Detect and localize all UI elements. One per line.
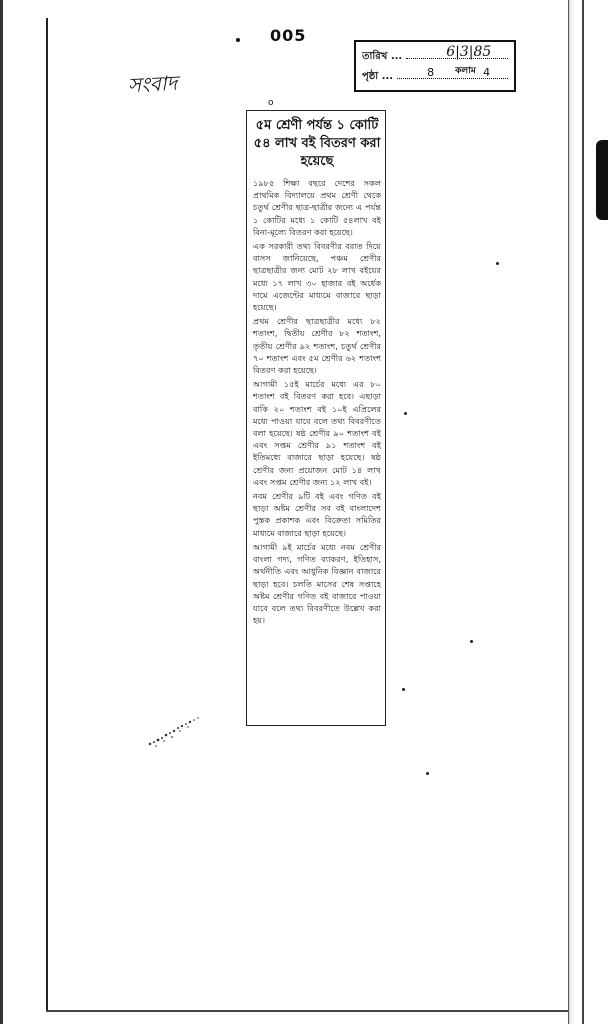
speck [404,412,407,415]
clipping-paragraph: নবম শ্রেণীর ৯টি বই এবং গণিত বই ছাড়া অষ্টম শ্রেণীর সব বই বাংলাদেশ পুস্তক প্রকাশক এবং বিক্রেতা সমিতির মাধ্যমে বাজারে ছাড়া হয়েছে। [253,491,381,538]
clipping-paragraph: এক সরকারী তথ্য বিবরণীর বরাত দিয়ে বাসস জানিয়েছে, পঞ্চম শ্রেণীর ছাত্রছাত্রীর জন্য মোট ২৮ লাখ বইয়ের মধ্যে ১৭ লাখ ৩০ হাজার বই অর্ধেক দামে এজেন্টের মাধ্যমে বাজারে ছাড়া হয়েছে। [253,241,381,313]
stamp-column-value: 4 [483,66,491,79]
date-stamp [354,40,516,92]
clipping-paragraph: প্রথম শ্রেণীর ছাত্রছাত্রীর মধ্যে ৮২ শতাংশ, দ্বিতীয় শ্রেণীর ৮২ শতাংশ, তৃতীয় শ্রেণীর ৯২ শতাংশ, চতুর্থ শ্রেণীর ৭০ শতাংশ এবং ৫ম শ্রেণীর ৬২ শতাংশ বিতরণ করা হয়েছে। [253,316,381,376]
page-right-edge [560,0,608,1024]
stamp-page-value: 8 [427,66,435,79]
binding-tab [596,140,608,220]
newspaper-clipping [246,110,386,726]
ink-dot [236,38,240,42]
stamp-page-row [362,66,508,86]
page-left-edge [0,0,3,1024]
speck [470,640,473,643]
clipping-headline: ৫ম শ্রেণী পর্যন্ত ১ কোটি ৫৪ লাখ বই বিতরণ করা হয়েছে [253,118,381,169]
stamp-page-label: পৃষ্ঠা ... [362,71,394,82]
margin-rule [46,18,48,1012]
clipping-paragraph: ১৯৮৫ শিক্ষা বছরে দেশের সকল প্রাথমিক বিদ্যালয়ে প্রথম শ্রেণী থেকে চতুর্থ শ্রেণীর ছাত্র-ছাত্রীর জন্যে এ পর্যন্ত ১ কোটির মধ্যে ১ কোটি ৫৪লাখ বই বিনা-মূল্যে বিতরণ করা হয়েছে। [253,178,381,237]
clipping-paragraph: আগামী ১৫ই মার্চের মধ্যে এর ৮০ শতাংশ বই বিতরণ করা হবে। এছাড়া বাকি ২০ শতাংশ বই ১০ই এপ্রিলের মধ্যে পাওয়া যাবে বলে তথ্য বিবরণীতে বলা হয়েছে। ষষ্ঠ শ্রেণীর ৯০ শতাংশ বই এবং সপ্তম শ্রেণীর ৯১ শতাংশ বই ইতিমধ্যে বাজারে ছাড়া হয়েছে। ষষ্ঠ শ্রেণীর জন্য প্রয়োজন মোট ১৪ লাখ এবং সপ্তম শ্রেণীর জন্য ১২ লাখ বই। [253,379,381,487]
stamp-date-row [362,46,508,66]
clipping-paragraph: আগামী ৯ই মার্চের মধ্যে নবম শ্রেণীর বাংলা গদ্য, গণিত ব্যাকরণ, ইতিহাস, অর্থনীতি এবং আধুনিক বিজ্ঞান বাজারে ছাড়া হবে। চলতি মাসের শেষ সপ্তাহে অষ্টম শ্রেণীর গণিত বই বাজারে পাওয়া যাবে বলে তথ্য বিবরণীতে উল্লেখ করা হয়। [253,541,381,626]
stamp-date-value: 6|3|85 [446,44,492,60]
speck [402,688,405,691]
speck [426,772,429,775]
speck [496,262,499,265]
source-newspaper-label: সংবাদ [127,70,178,98]
bottom-rule [46,1010,568,1012]
page-number: 005 [270,26,307,45]
stamp-date-label: তারিখ ... [362,51,403,62]
clip-marker: o [268,98,274,108]
ink-smudge [140,700,210,760]
stamp-column-label: কলাম [455,66,476,76]
